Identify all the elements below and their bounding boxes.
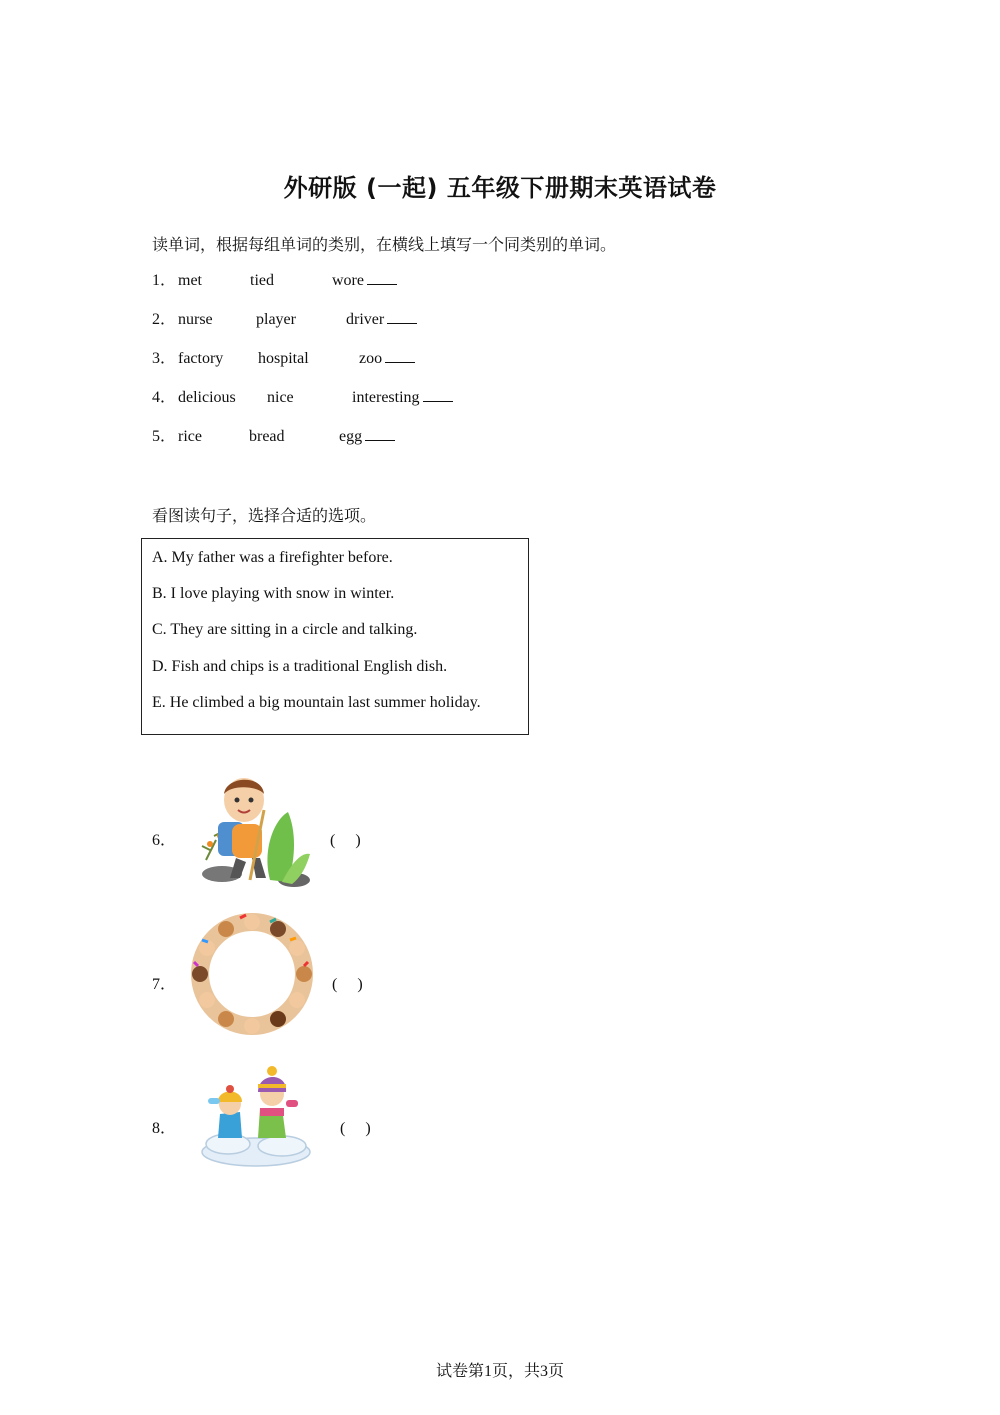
question-number: 2． [152, 311, 177, 328]
word: player [256, 311, 296, 328]
answer-blank[interactable] [367, 270, 397, 285]
word: interesting [352, 389, 420, 406]
word: nurse [178, 311, 213, 328]
word: zoo [359, 350, 383, 367]
option-c: C. They are sitting in a circle and talking. [152, 621, 418, 638]
item-number: 8． [152, 1120, 177, 1137]
word: hospital [258, 350, 309, 367]
option-d: D. Fish and chips is a traditional English dish. [152, 658, 448, 675]
word: nice [267, 389, 294, 406]
option-e: E. He climbed a big mountain last summer holiday. [152, 694, 481, 711]
answer-blank[interactable] [387, 309, 417, 324]
item-number: 6． [152, 832, 177, 849]
word: driver [346, 311, 385, 328]
question-number: 5． [152, 428, 177, 445]
option-a: A. My father was a firefighter before. [152, 549, 393, 566]
boy-hiking-icon [192, 770, 314, 892]
word: tied [250, 272, 274, 289]
answer-parentheses[interactable]: ( ) [330, 832, 361, 849]
answer-blank[interactable] [385, 348, 415, 363]
word: delicious [178, 389, 236, 406]
section1-instruction: 读单词，根据每组单词的类别，在横线上填写一个同类别的单词。 [152, 235, 617, 254]
answer-blank[interactable] [365, 426, 395, 441]
question-number: 1． [152, 272, 177, 289]
word: egg [339, 428, 363, 445]
word: bread [249, 428, 285, 445]
section2-instruction: 看图读句子，选择合适的选项。 [152, 506, 377, 525]
page-footer: 试卷第1页，共3页 [435, 1363, 564, 1380]
question-number: 3． [152, 350, 177, 367]
word: wore [332, 272, 364, 289]
page-title: 外研版 (一起) 五年级下册期末英语试卷 [283, 174, 717, 202]
answer-blank[interactable] [423, 387, 453, 402]
item-number: 7． [152, 976, 177, 993]
answer-parentheses[interactable]: ( ) [340, 1120, 371, 1137]
word: rice [178, 428, 202, 445]
question-number: 4． [152, 389, 177, 406]
answer-parentheses[interactable]: ( ) [332, 976, 363, 993]
children-circle-icon [190, 912, 314, 1036]
word: factory [178, 350, 224, 367]
kids-snow-icon [198, 1064, 312, 1168]
option-b: B. I love playing with snow in winter. [152, 585, 395, 602]
word: met [178, 272, 202, 289]
